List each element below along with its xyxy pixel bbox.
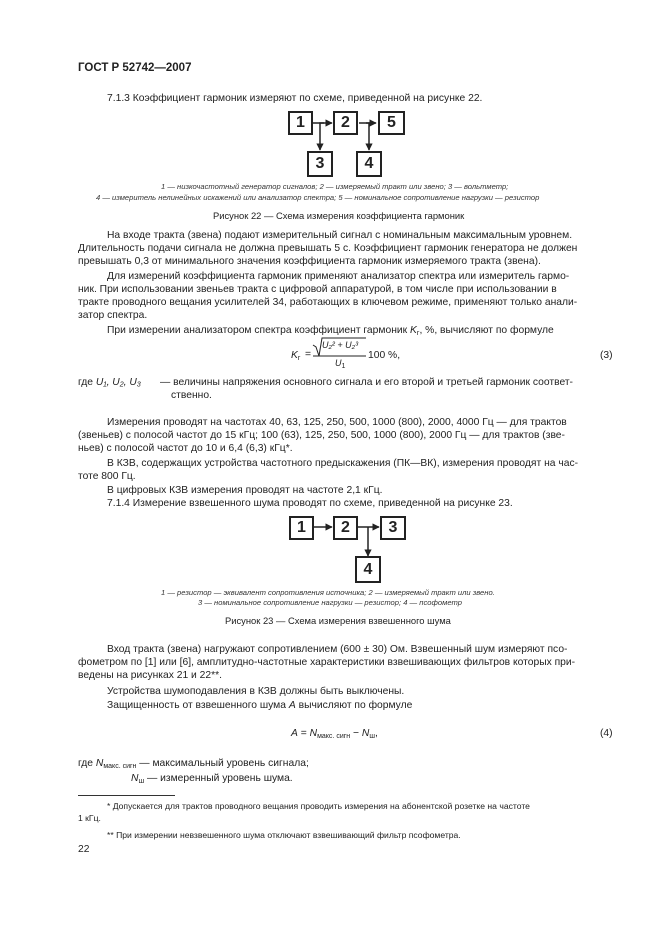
fig22-block-4: 4 [356,151,382,177]
para-analyzer-3: тракте проводного вещания усилителей 34, работающих в ключевом режиме, применяют только анали- [78,297,578,308]
figure-23-caption: Рисунок 23 — Схема измерения взвешенного шума [225,615,451,626]
para-input-load-3: ведены на рисунках 21 и 22**. [78,670,222,681]
para-input-signal-2: Длительность подачи сигнала не должна превышать 5 с. Коэффициент гармоник генератора не должен [78,243,578,254]
footnote-1-line-1: * Допускается для трактов проводного вещания проводить измерения на абонентской розетке на частоте [107,801,530,811]
para-analyzer-4: затор спектра. [78,310,148,321]
fig23-block-4: 4 [355,556,381,583]
fig23-block-1: 1 [289,516,314,540]
fig23-block-3: 3 [380,516,406,540]
formula-4: $A = N_{макс. сигн} - N_ш$, [291,728,378,740]
fig22-block-5: 5 [378,111,405,135]
page-number: 22 [78,844,90,855]
figure-22-legend-line-2: 4 — измеритель нелинейных искажений или анализатор спектра; 5 — номинальное сопротивление нагрузки — резистор [96,193,540,202]
para-analyzer-1: Для измерений коэффициента гармоник применяют анализатор спектра или измеритель гармо- [107,271,570,282]
para-formula-3-intro: При измерении анализатором спектра коэффициент гармоник $K_г$, %, вычисляют по формуле [107,325,554,337]
para-noise-reduction: Устройства шумоподавления в КЗВ должны быть выключены. [107,686,405,697]
para-input-signal-3: превышать 0,3 от минимального значения коэффициента гармоник измеряемого тракта (звена). [78,256,541,267]
section-7-1-3-intro: 7.1.3 Коэффициент гармоник измеряют по схеме, приведенной на рисунке 22. [107,93,483,104]
document-header: ГОСТ Р 52742—2007 [78,62,192,74]
para-formula-4-intro: Защищенность от взвешенного шума A вычисляют по формуле [107,700,413,711]
formula-3-where-text-2: ственно. [171,390,212,401]
para-input-load-1: Вход тракта (звена) нагружают сопротивлением (600 ± 30) Ом. Взвешенный шум измеряют псо- [107,644,568,655]
para-frequencies-1: Измерения проводят на частотах 40, 63, 125, 250, 500, 1000 (800), 2000, 4000 Гц — для трактов [107,417,567,428]
para-kzv-2: тоте 800 Гц. [78,471,136,482]
para-input-load-2: фометром по [1] или [6], амплитудно-частотные характеристики взвешивающих фильтров которых при- [78,657,576,668]
formula-4-where-1: где $N_{макс. сигн}$ — максимальный уровень сигнала; [78,758,309,770]
fig22-block-3: 3 [307,151,333,177]
fig22-block-1: 1 [288,111,313,135]
figure-23-legend-line-1: 1 — резистор — эквивалент сопротивления источника; 2 — измеряемый тракт или звено. [161,588,495,597]
para-analyzer-2: ник. При использовании звеньев тракта с цифровой аппаратурой, в том числе при использовании в [78,284,557,295]
figure-22-legend-line-1: 1 — низкочастотный генератор сигналов; 2 — измеряемый тракт или звено; 3 — вольтметр; [161,182,509,191]
figure-23-legend-line-2: 3 — номинальное сопротивление нагрузки — резистор; 4 — псофометр [198,598,462,607]
section-7-1-4-intro: 7.1.4 Измерение взвешенного шума проводят по схеме, приведенной на рисунке 23. [107,498,513,509]
formula-4-where-2: $N_ш$ — измеренный уровень шума. [131,773,293,785]
para-frequencies-2: (звеньев) с полосой частот до 15 кГц; 100 (63), 125, 250, 500, 1000 (800), 2000 Гц — для трактов (зве- [78,430,565,441]
fig22-block-2: 2 [333,111,358,135]
fig23-block-2: 2 [333,516,358,540]
formula-3-where-text-1: — величины напряжения основного сигнала и его второй и третьей гармоник соответ- [160,377,573,388]
para-input-signal-1: На входе тракта (звена) подают измерительный сигнал с номинальным максимальным уровнем. [107,230,573,241]
footnote-1-line-2: 1 кГц. [78,813,101,823]
para-kzv-1: В КЗВ, содержащих устройства частотного предыскажения (ПК—ВК), измерения проводят на час- [107,458,579,469]
footnote-2: ** При измерении невзвешенного шума отключают взвешивающий фильтр псофометра. [107,830,461,840]
para-digital-kzv: В цифровых КЗВ измерения проводят на частоте 2,1 кГц. [107,485,383,496]
formula-3-where-label: где U₁, U₂, U₃ [78,377,141,388]
para-frequencies-3: ньев) с полосой частот до 10 и 6,4 (6,3) кГц*. [78,443,293,454]
formula-4-number: (4) [600,728,613,739]
figure-22-caption: Рисунок 22 — Схема измерения коэффициента гармоник [213,210,465,221]
footnote-separator [78,795,175,796]
